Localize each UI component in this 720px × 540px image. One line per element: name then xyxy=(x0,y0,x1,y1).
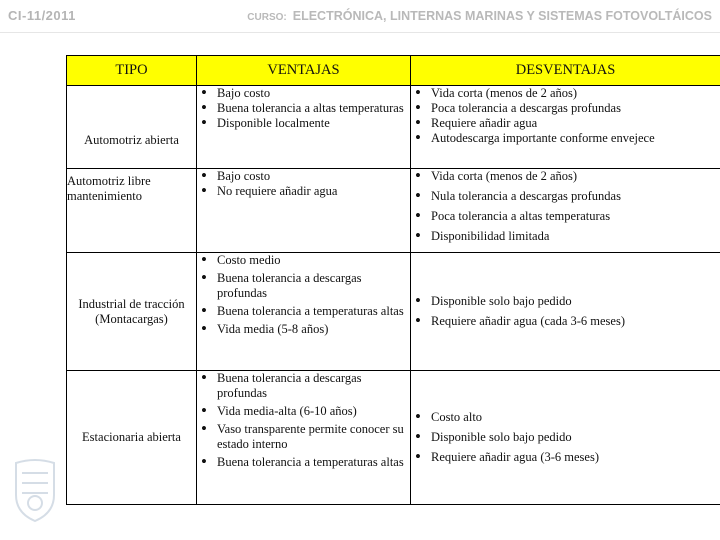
list-item: • Buena tolerancia a altas temperaturas xyxy=(197,101,410,116)
header-desventajas: DESVENTAJAS xyxy=(411,56,720,86)
list-item: • Vaso transparente permite conocer su estado interno xyxy=(197,422,410,452)
list-item: • Disponible solo bajo pedido xyxy=(411,430,720,445)
list-item: • Disponible solo bajo pedido xyxy=(411,294,720,309)
header-ventajas: VENTAJAS xyxy=(197,56,411,86)
university-seal-watermark xyxy=(10,455,60,523)
table-row xyxy=(67,169,720,253)
list-item: • Costo medio xyxy=(197,253,410,268)
list-item: • Bajo costo xyxy=(197,86,410,101)
list-item: • Requiere añadir agua xyxy=(411,116,720,131)
header-course xyxy=(247,9,712,23)
course-title: ELECTRÓNICA, LINTERNAS MARINAS Y SISTEMAS FOTOVOLTÁICOS xyxy=(292,9,712,23)
list-item: • Vida media-alta (6-10 años) xyxy=(197,404,410,419)
row-tipo: Estacionaria abierta xyxy=(67,371,197,505)
list-item: • Autodescarga importante conforme envejece xyxy=(411,131,720,146)
list-item: • Costo alto xyxy=(411,410,720,425)
list-item: • Buena tolerancia a temperaturas altas xyxy=(197,304,410,319)
list-item: • Disponibilidad limitada xyxy=(411,229,720,244)
header-code: CI-11/2011 xyxy=(8,8,76,23)
list-item: • Buena tolerancia a temperaturas altas xyxy=(197,455,410,470)
row-ventajas xyxy=(197,371,411,505)
header-divider xyxy=(0,32,720,33)
header-tipo: TIPO xyxy=(67,56,197,86)
row-ventajas xyxy=(197,169,411,253)
list-item: • Buena tolerancia a descargas profundas xyxy=(197,371,410,401)
table-header-row xyxy=(67,56,720,86)
row-ventajas xyxy=(197,253,411,371)
row-desventajas xyxy=(411,253,720,371)
row-tipo: Automotriz abierta xyxy=(67,86,197,169)
battery-comparison-table xyxy=(66,55,720,505)
row-desventajas xyxy=(411,86,720,169)
list-item: • Poca tolerancia a descargas profundas xyxy=(411,101,720,116)
table-row xyxy=(67,253,720,371)
list-item: • Vida media (5-8 años) xyxy=(197,322,410,337)
row-desventajas xyxy=(411,371,720,505)
list-item: • Bajo costo xyxy=(197,169,410,184)
table-row xyxy=(67,371,720,505)
row-tipo: Automotriz libre mantenimiento xyxy=(67,169,197,253)
list-item: • Buena tolerancia a descargas profundas xyxy=(197,271,410,301)
list-item: • Disponible localmente xyxy=(197,116,410,131)
list-item: • Vida corta (menos de 2 años) xyxy=(411,86,720,101)
table-row xyxy=(67,86,720,169)
list-item: • Requiere añadir agua (3-6 meses) xyxy=(411,450,720,465)
row-tipo: Industrial de tracción (Montacargas) xyxy=(67,253,197,371)
row-desventajas xyxy=(411,169,720,253)
list-item: • Vida corta (menos de 2 años) xyxy=(411,169,720,184)
list-item: • No requiere añadir agua xyxy=(197,184,410,199)
row-ventajas xyxy=(197,86,411,169)
course-label: CURSO: xyxy=(247,12,287,23)
list-item: • Nula tolerancia a descargas profundas xyxy=(411,189,720,204)
list-item: • Requiere añadir agua (cada 3-6 meses) xyxy=(411,314,720,329)
list-item: • Poca tolerancia a altas temperaturas xyxy=(411,209,720,224)
